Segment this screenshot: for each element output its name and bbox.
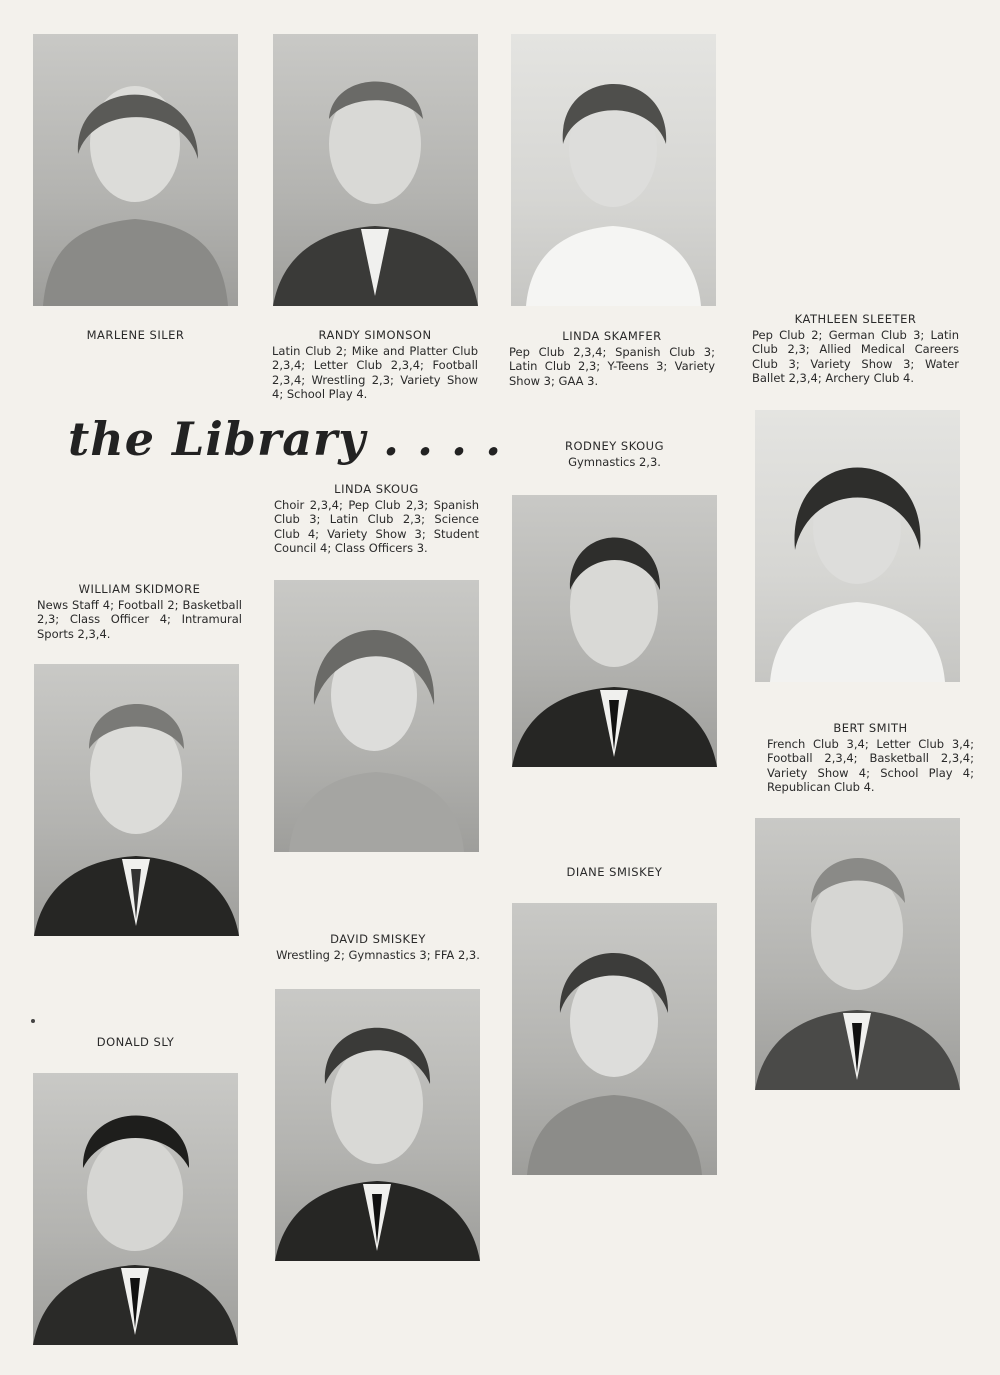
caption-linda-skamfer [509,329,715,388]
caption-marlene-siler [33,328,238,344]
caption-linda-skoug [274,482,479,556]
student-name: RANDY SIMONSON [318,328,432,342]
caption-donald-sly [33,1035,238,1051]
section-heading: the Library . . . . [68,412,503,466]
portrait-donald-sly [33,1073,238,1345]
caption-rodney-skoug [512,439,717,469]
student-name: RODNEY SKOUG [564,439,665,453]
student-activities: Latin Club 2; Mike and Platter Club 2,3,4; Letter Club 2,3,4; Football 2,3,4; Wrestling 2,3; Variety Show 4; School Play 4. [272,343,478,401]
portrait-marlene-siler [33,34,238,306]
portrait-randy-simonson [273,34,478,306]
portrait-bert-smith [755,818,960,1090]
student-name: KATHLEEN SLEETER [794,312,917,326]
caption-diane-smiskey [512,865,717,881]
student-activities: Gymnastics 2,3. [568,454,661,469]
portrait-david-smiskey [275,989,480,1261]
student-activities: French Club 3,4; Letter Club 3,4; Football 2,3,4; Basketball 2,3,4; Variety Show 4; School Play 4; Republican Club 4. [767,736,974,794]
caption-david-smiskey [268,932,488,962]
student-activities: Choir 2,3,4; Pep Club 2,3; Spanish Club 3; Latin Club 2,3; Science Club 4; Variety Show 3; Student Council 4; Class Officers 3. [274,497,479,555]
student-name: WILLIAM SKIDMORE [78,582,201,596]
student-name: BERT SMITH [833,721,908,735]
print-speck [31,1019,35,1023]
student-name: DONALD SLY [96,1035,175,1049]
student-activities: Pep Club 2; German Club 3; Latin Club 2,3; Allied Medical Careers Club 3; Variety Show 3; Water Ballet 2,3,4; Archery Club 4. [752,327,959,385]
caption-william-skidmore [37,582,242,641]
caption-bert-smith [767,721,974,795]
portrait-rodney-skoug [512,495,717,767]
caption-kathleen-sleeter [752,312,959,386]
portrait-kathleen-sleeter [755,410,960,682]
student-activities: Pep Club 2,3,4; Spanish Club 3; Latin Club 2,3; Y-Teens 3; Variety Show 3; GAA 3. [509,344,715,388]
student-name: LINDA SKAMFER [562,329,662,343]
portrait-diane-smiskey [512,903,717,1175]
caption-randy-simonson [272,328,478,402]
student-name: DIANE SMISKEY [566,865,663,879]
student-name: LINDA SKOUG [334,482,419,496]
portrait-linda-skamfer [511,34,716,306]
portrait-william-skidmore [34,664,239,936]
student-activities: News Staff 4; Football 2; Basketball 2,3; Class Officer 4; Intramural Sports 2,3,4. [37,597,242,641]
portrait-linda-skoug [274,580,479,852]
student-name: DAVID SMISKEY [330,932,426,946]
student-name: MARLENE SILER [86,328,185,342]
student-activities: Wrestling 2; Gymnastics 3; FFA 2,3. [276,947,480,962]
